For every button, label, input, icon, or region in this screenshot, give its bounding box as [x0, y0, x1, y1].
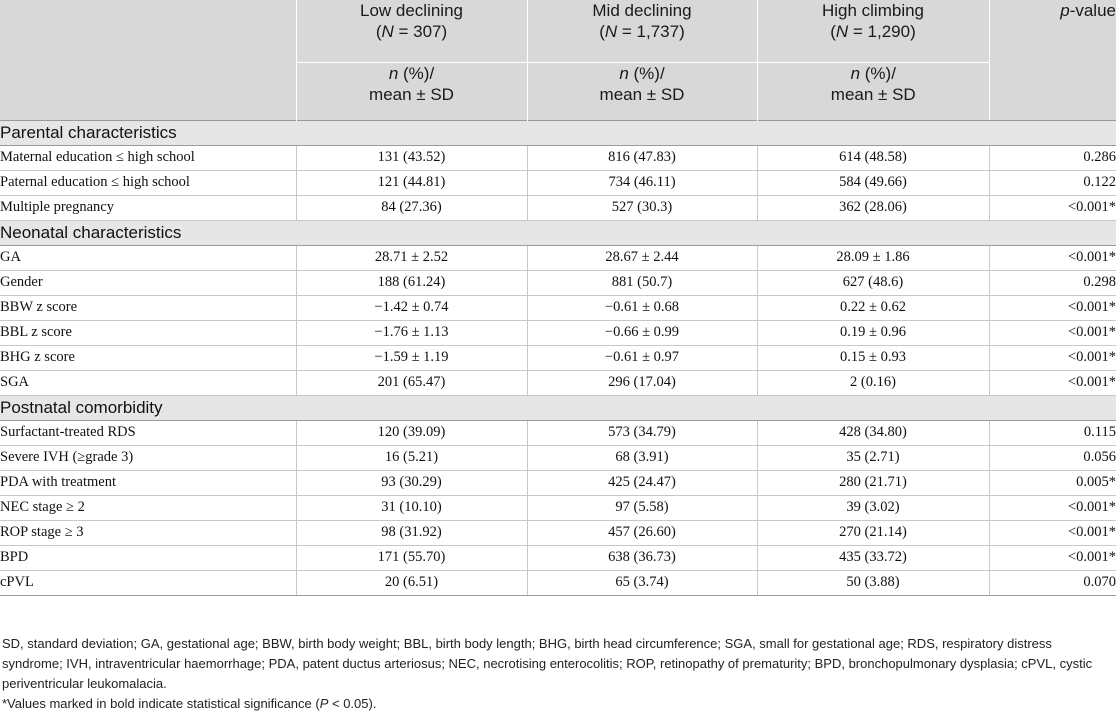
- header-high-climbing: [757, 0, 989, 62]
- value-p: 0.298: [989, 270, 1116, 295]
- value-p: 0.070: [989, 570, 1116, 595]
- table-row: [0, 570, 1116, 595]
- row-label: GA: [0, 245, 296, 270]
- value-high-climbing: 0.15 ± 0.93: [757, 345, 989, 370]
- value-mid-declining: 457 (26.60): [527, 520, 757, 545]
- value-mid-declining: 527 (30.3): [527, 195, 757, 220]
- section-title: Parental characteristics: [0, 120, 1116, 145]
- value-high-climbing: 270 (21.14): [757, 520, 989, 545]
- column-name: Mid declining: [592, 1, 692, 20]
- table-row: [0, 195, 1116, 220]
- value-low-declining: 31 (10.10): [296, 495, 527, 520]
- value-low-declining: −1.59 ± 1.19: [296, 345, 527, 370]
- table-row: [0, 520, 1116, 545]
- header-stub: [0, 0, 296, 120]
- value-p: <0.001*: [989, 320, 1116, 345]
- row-label: Surfactant-treated RDS: [0, 420, 296, 445]
- value-mid-declining: 65 (3.74): [527, 570, 757, 595]
- row-label: BBW z score: [0, 295, 296, 320]
- value-p: 0.122: [989, 170, 1116, 195]
- value-high-climbing: 39 (3.02): [757, 495, 989, 520]
- value-high-climbing: 614 (48.58): [757, 145, 989, 170]
- table-row: [0, 145, 1116, 170]
- table-body: [0, 120, 1116, 595]
- column-n: (N = 1,290): [830, 22, 916, 41]
- value-mid-declining: 28.67 ± 2.44: [527, 245, 757, 270]
- section-header: [0, 395, 1116, 420]
- header-stat-low: n (%)/ mean ± SD: [296, 62, 527, 120]
- value-mid-declining: 68 (3.91): [527, 445, 757, 470]
- value-low-declining: 93 (30.29): [296, 470, 527, 495]
- value-high-climbing: 584 (49.66): [757, 170, 989, 195]
- value-low-declining: −1.42 ± 0.74: [296, 295, 527, 320]
- value-mid-declining: 97 (5.58): [527, 495, 757, 520]
- footnotes: [2, 634, 1114, 714]
- header-low-declining: [296, 0, 527, 62]
- value-mid-declining: 296 (17.04): [527, 370, 757, 395]
- table-row: [0, 320, 1116, 345]
- header-mid-declining: [527, 0, 757, 62]
- table-row: [0, 245, 1116, 270]
- value-low-declining: −1.76 ± 1.13: [296, 320, 527, 345]
- value-high-climbing: 627 (48.6): [757, 270, 989, 295]
- value-high-climbing: 0.22 ± 0.62: [757, 295, 989, 320]
- row-label: BBL z score: [0, 320, 296, 345]
- row-label: Multiple pregnancy: [0, 195, 296, 220]
- value-low-declining: 84 (27.36): [296, 195, 527, 220]
- value-low-declining: 188 (61.24): [296, 270, 527, 295]
- value-p: <0.001*: [989, 520, 1116, 545]
- value-p: 0.005*: [989, 470, 1116, 495]
- column-name: Low declining: [359, 1, 463, 20]
- section-header: [0, 220, 1116, 245]
- value-high-climbing: 50 (3.88): [757, 570, 989, 595]
- column-name: High climbing: [821, 1, 925, 20]
- value-p: <0.001*: [989, 545, 1116, 570]
- value-low-declining: 201 (65.47): [296, 370, 527, 395]
- value-mid-declining: −0.66 ± 0.99: [527, 320, 757, 345]
- value-high-climbing: 35 (2.71): [757, 445, 989, 470]
- value-p: <0.001*: [989, 345, 1116, 370]
- header-p-value: p-value: [989, 0, 1116, 120]
- value-high-climbing: 362 (28.06): [757, 195, 989, 220]
- table-row: [0, 545, 1116, 570]
- table-row: [0, 270, 1116, 295]
- value-low-declining: 16 (5.21): [296, 445, 527, 470]
- value-p: 0.056: [989, 445, 1116, 470]
- value-p: <0.001*: [989, 370, 1116, 395]
- column-n: (N = 307): [375, 22, 448, 41]
- row-label: BPD: [0, 545, 296, 570]
- value-high-climbing: 0.19 ± 0.96: [757, 320, 989, 345]
- row-label: SGA: [0, 370, 296, 395]
- abbreviation-note: SD, standard deviation; GA, gestational age; BBW, birth body weight; BBL, birth body length; BHG, birth head circumference; SGA, small for gestational age; RDS, respiratory distress syndrome; IVH, intraventricular haemorrhage; PDA, patent ductus arteriosus; NEC, necrotising enterocolitis; ROP, retinopathy of prematurity; BPD, bronchopulmonary dysplasia; cPVL, cystic periventricular leukomalacia.: [2, 636, 1093, 691]
- significance-note: *Values marked in bold indicate statistical significance (P < 0.05).: [2, 696, 377, 711]
- row-label: PDA with treatment: [0, 470, 296, 495]
- table-row: [0, 495, 1116, 520]
- row-label: NEC stage ≥ 2: [0, 495, 296, 520]
- table-row: [0, 170, 1116, 195]
- column-n: (N = 1,737): [599, 22, 685, 41]
- table-row: [0, 345, 1116, 370]
- value-low-declining: 98 (31.92): [296, 520, 527, 545]
- row-label: Paternal education ≤ high school: [0, 170, 296, 195]
- row-label: Gender: [0, 270, 296, 295]
- section-header: [0, 120, 1116, 145]
- value-low-declining: 120 (39.09): [296, 420, 527, 445]
- row-label: cPVL: [0, 570, 296, 595]
- value-low-declining: 131 (43.52): [296, 145, 527, 170]
- value-low-declining: 28.71 ± 2.52: [296, 245, 527, 270]
- table-row: [0, 370, 1116, 395]
- table-row: [0, 470, 1116, 495]
- header-stat-mid: n (%)/ mean ± SD: [527, 62, 757, 120]
- row-label: Severe IVH (≥grade 3): [0, 445, 296, 470]
- value-mid-declining: −0.61 ± 0.68: [527, 295, 757, 320]
- header-stat-high: n (%)/ mean ± SD: [757, 62, 989, 120]
- value-mid-declining: 734 (46.11): [527, 170, 757, 195]
- row-label: Maternal education ≤ high school: [0, 145, 296, 170]
- value-mid-declining: 881 (50.7): [527, 270, 757, 295]
- header-row-groups: [0, 0, 1116, 62]
- section-title: Postnatal comorbidity: [0, 395, 1116, 420]
- value-p: <0.001*: [989, 195, 1116, 220]
- value-high-climbing: 435 (33.72): [757, 545, 989, 570]
- value-high-climbing: 28.09 ± 1.86: [757, 245, 989, 270]
- table-row: [0, 295, 1116, 320]
- value-mid-declining: 638 (36.73): [527, 545, 757, 570]
- value-mid-declining: 425 (24.47): [527, 470, 757, 495]
- value-high-climbing: 428 (34.80): [757, 420, 989, 445]
- row-label: ROP stage ≥ 3: [0, 520, 296, 545]
- value-low-declining: 121 (44.81): [296, 170, 527, 195]
- value-low-declining: 20 (6.51): [296, 570, 527, 595]
- value-p: <0.001*: [989, 295, 1116, 320]
- value-p: 0.286: [989, 145, 1116, 170]
- value-mid-declining: −0.61 ± 0.97: [527, 345, 757, 370]
- row-label: BHG z score: [0, 345, 296, 370]
- value-high-climbing: 280 (21.71): [757, 470, 989, 495]
- section-title: Neonatal characteristics: [0, 220, 1116, 245]
- value-mid-declining: 816 (47.83): [527, 145, 757, 170]
- value-high-climbing: 2 (0.16): [757, 370, 989, 395]
- value-low-declining: 171 (55.70): [296, 545, 527, 570]
- value-p: <0.001*: [989, 495, 1116, 520]
- value-p: 0.115: [989, 420, 1116, 445]
- table-row: [0, 445, 1116, 470]
- value-mid-declining: 573 (34.79): [527, 420, 757, 445]
- table-row: [0, 420, 1116, 445]
- value-p: <0.001*: [989, 245, 1116, 270]
